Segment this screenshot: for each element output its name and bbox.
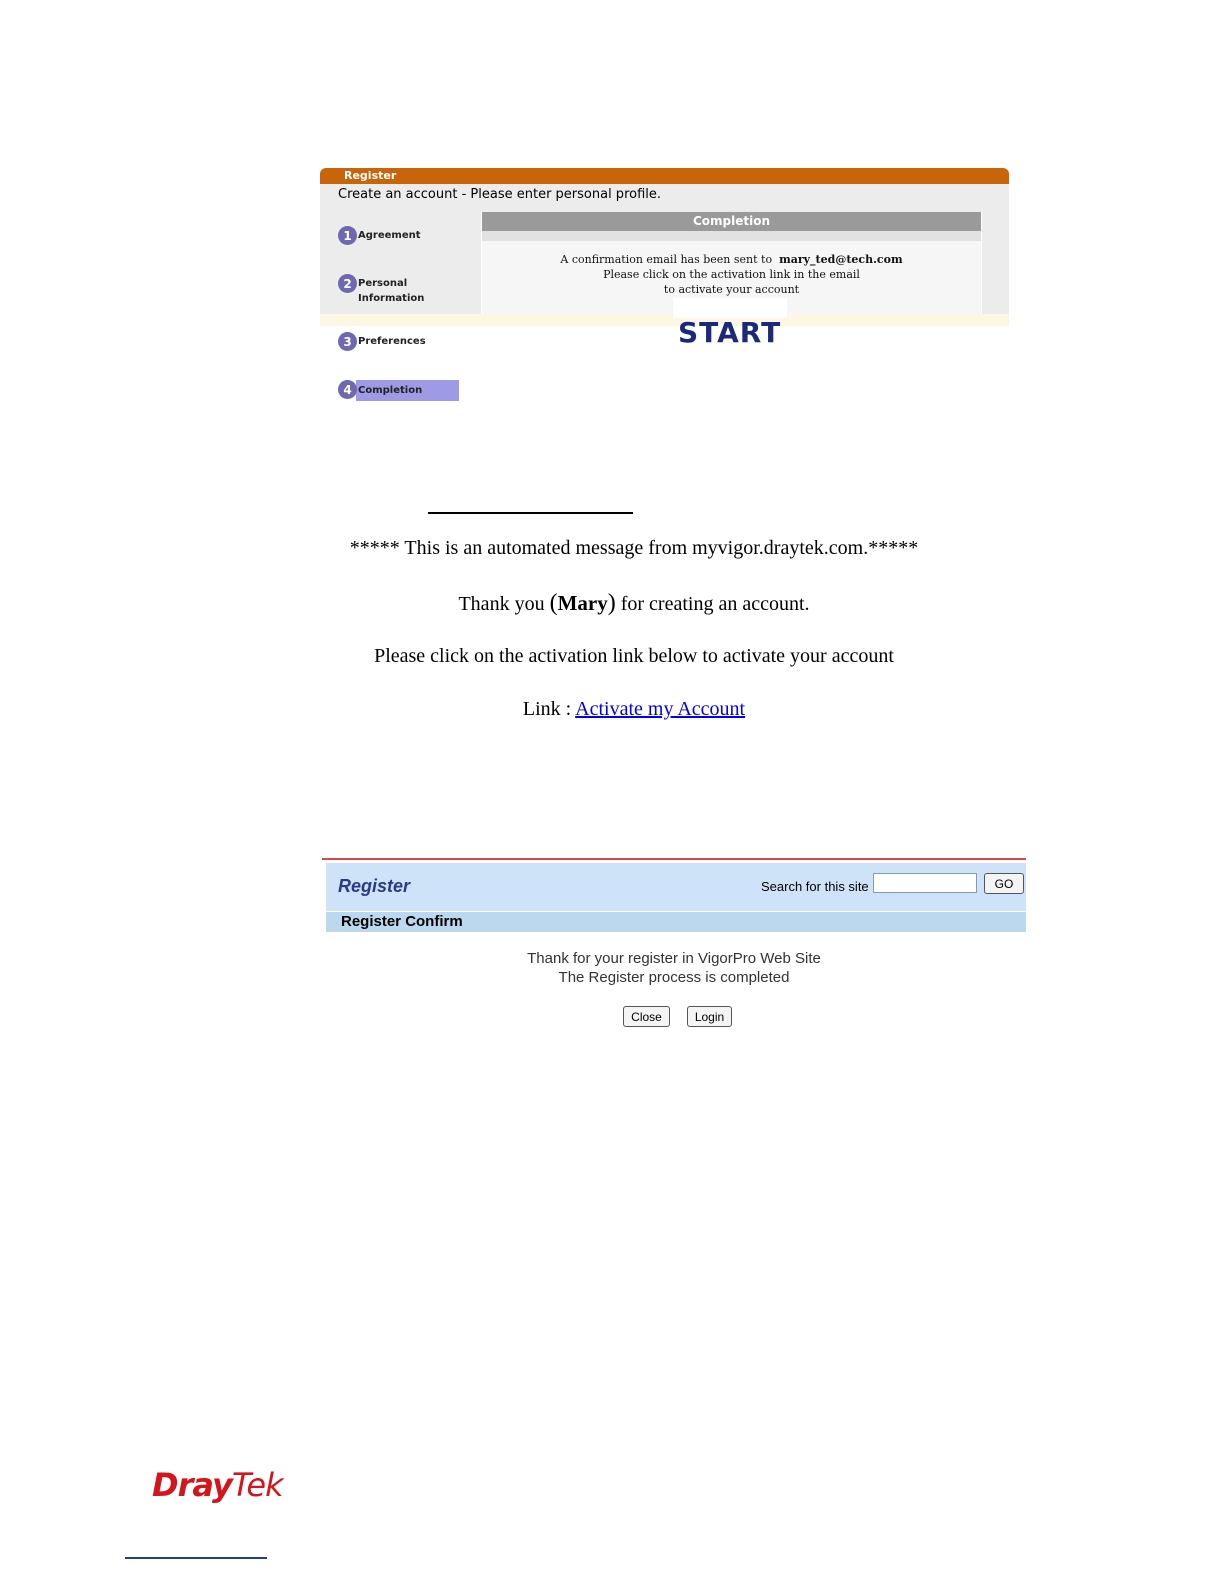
confirm-section-title: Register Confirm (341, 913, 463, 930)
confirmation-sent-line (482, 253, 981, 266)
step-personal-information[interactable] (338, 274, 428, 306)
register-wizard-panel (320, 168, 1009, 413)
email-instruction: Please click on the activation link below to activate your account (374, 645, 894, 667)
confirm-top-border (322, 858, 1026, 860)
login-button[interactable]: Login (687, 1006, 732, 1027)
go-button[interactable]: GO (984, 873, 1024, 894)
register-subtitle: Create an account - Please enter personal profile. (338, 187, 662, 202)
register-confirm-panel (322, 858, 1026, 1038)
register-header-title: Register (344, 169, 397, 182)
confirmation-activate-line: to activate your account (663, 283, 800, 296)
recipient-name: Mary (557, 591, 608, 615)
logo-tek: Tek (231, 1466, 283, 1504)
step-number-badge: 1 (338, 226, 357, 245)
step-preferences[interactable] (338, 332, 426, 351)
completion-title: Completion (692, 214, 771, 228)
step-number-badge: 4 (338, 380, 357, 399)
confirm-header (326, 863, 1026, 911)
register-header-bar (320, 168, 1009, 184)
step-completion[interactable] (338, 380, 459, 401)
search-label: Search for this site (761, 879, 869, 894)
completion-title-bar (482, 212, 981, 231)
confirmation-email: mary_ted@tech.com (779, 253, 903, 266)
thank-suffix: for creating an account. (620, 593, 810, 615)
step-number-badge: 3 (338, 332, 357, 351)
close-button[interactable]: Close (623, 1006, 670, 1027)
step-agreement[interactable] (338, 226, 421, 245)
completion-divider (482, 231, 981, 241)
step-label: Agreement (358, 230, 421, 241)
start-button[interactable]: START (678, 316, 782, 349)
step-label: Personal Information (358, 278, 425, 304)
search-input[interactable] (873, 873, 977, 893)
footer-divider (125, 1557, 267, 1559)
email-thank-you-line: Thank you (Mary) for creating an account. (458, 590, 810, 616)
confirm-page-title: Register (338, 876, 411, 896)
draytek-logo (152, 1466, 283, 1504)
confirm-message-line1: Thank for your register in VigorPro Web Site (527, 950, 821, 967)
thank-prefix: Thank you (458, 593, 545, 615)
step-label: Preferences (358, 336, 426, 347)
email-divider (428, 512, 633, 514)
confirm-message-line2: The Register process is completed (558, 969, 790, 986)
activate-account-link[interactable]: Activate my Account (575, 698, 746, 720)
email-link-line (300, 698, 968, 721)
step-number-badge: 2 (338, 274, 357, 293)
link-label: Link : (522, 698, 572, 720)
logo-dray: Dray (152, 1466, 232, 1504)
email-automated-header: ***** This is an automated message from myvigor.draytek.com.***** (349, 537, 919, 559)
register-footer-strip (320, 314, 1009, 326)
confirmation-instruction-line: Please click on the activation link in the email (603, 268, 860, 281)
step-label: Completion (356, 380, 459, 401)
confirm-section-bar (326, 912, 1026, 932)
start-button-backdrop (673, 298, 787, 318)
confirmation-prefix: A confirmation email has been sent to (560, 253, 773, 266)
